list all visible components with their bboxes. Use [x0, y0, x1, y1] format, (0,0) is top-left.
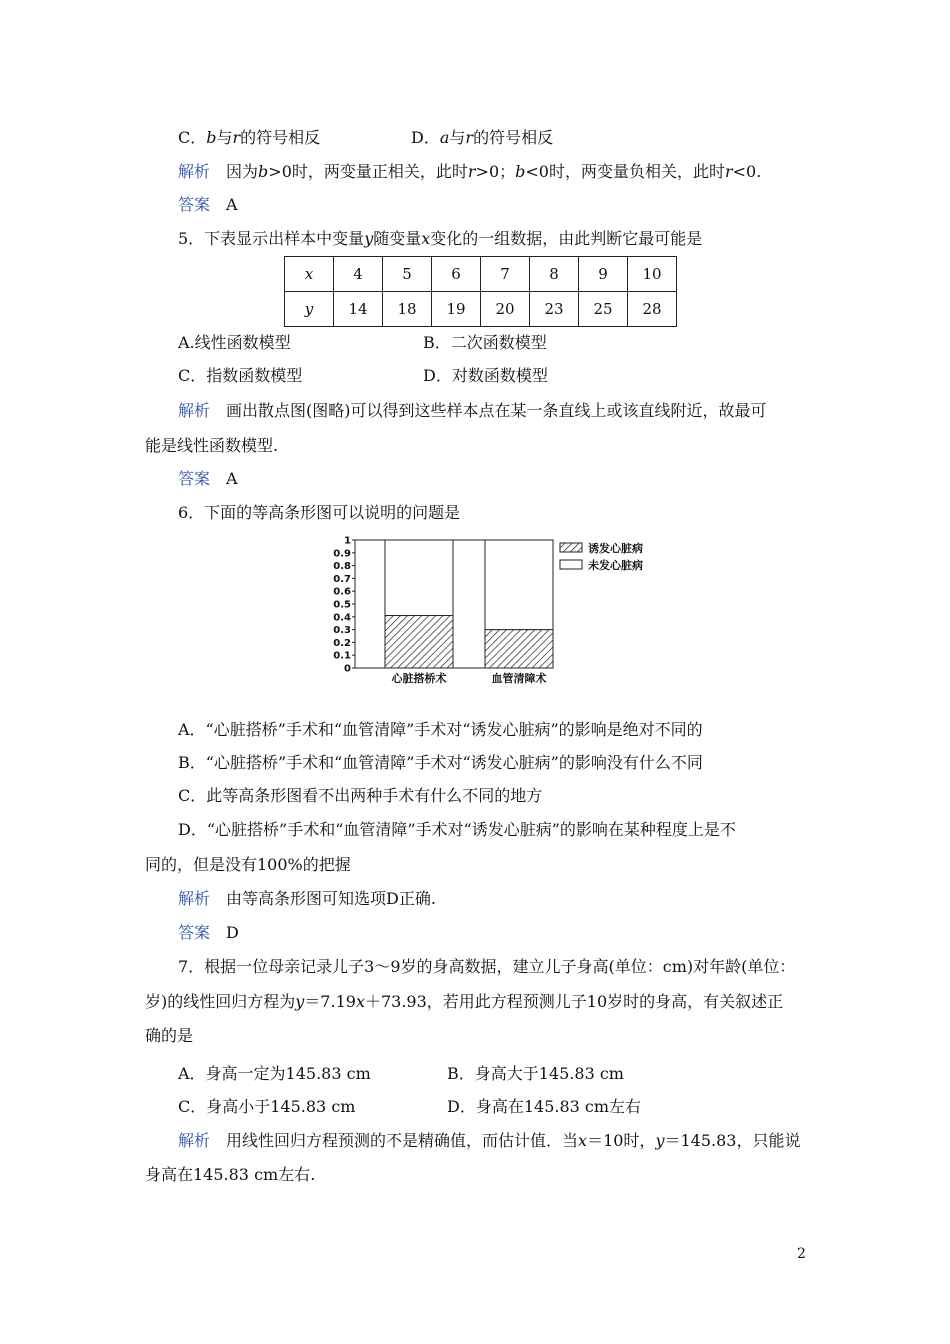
chart-svg — [330, 530, 670, 690]
legend-swatch — [560, 560, 582, 569]
q5-option-d: D．对数函数模型 — [423, 366, 548, 385]
q7-analysis-line2: 身高在145.83 cm左右. — [145, 1165, 316, 1184]
q5-analysis-line2: 能是线性函数模型. — [145, 436, 279, 455]
bar-segment — [385, 616, 453, 668]
stacked-bar-chart — [330, 530, 670, 694]
q5-data-table — [284, 256, 677, 327]
y-tick-label: 0.4 — [333, 612, 351, 624]
table-cell: 25 — [579, 292, 628, 327]
table-cell: 18 — [383, 292, 432, 327]
table-cell: 23 — [530, 292, 579, 327]
y-tick-label: 0.5 — [333, 599, 351, 611]
table-cell: 5 — [383, 257, 432, 292]
y-tick-label: 0.9 — [333, 548, 351, 560]
q7-stem-line2: 岁)的线性回归方程为y＝7.19x＋73.93，若用此方程预测儿子10岁时的身高，有关叙述正 — [145, 992, 784, 1011]
bar-segment — [485, 540, 553, 630]
table-cell: 19 — [432, 292, 481, 327]
y-tick-label: 0.1 — [333, 650, 351, 662]
x-category-label: 血管清障术 — [491, 672, 547, 685]
table-header-y: y — [285, 292, 334, 327]
q7-option-c: C．身高小于145.83 cm — [178, 1097, 356, 1116]
table-cell: 20 — [481, 292, 530, 327]
q5-option-c: C．指数函数模型 — [178, 366, 303, 385]
legend-label: 诱发心脏病 — [588, 542, 643, 555]
q6-answer: 答案 D — [178, 923, 239, 942]
q5-analysis-line1: 解析 画出散点图(图略)可以得到这些样本点在某一条直线上或该直线附近，故最可 — [178, 401, 767, 420]
q6-analysis: 解析 由等高条形图可知选项D正确. — [178, 889, 436, 908]
q6-option-d-line2: 同的，但是没有100%的把握 — [145, 855, 351, 874]
q4-analysis: 解析 因为b>0时，两变量正相关，此时r>0；b<0时，两变量负相关，此时r<0. — [178, 162, 762, 181]
table-cell: 28 — [628, 292, 677, 327]
table-cell: 7 — [481, 257, 530, 292]
y-tick-label: 0.2 — [333, 637, 351, 649]
legend-label: 未发心脏病 — [588, 559, 643, 572]
analysis-tag: 解析 — [178, 1131, 211, 1150]
q7-analysis-line1: 解析 用线性回归方程预测的不是精确值，而估计值．当x＝10时，y＝145.83，只能说 — [178, 1131, 801, 1150]
analysis-tag: 解析 — [178, 162, 211, 181]
q6-option-b: B．“心脏搭桥”手术和“血管清障”手术对“诱发心脏病”的影响没有什么不同 — [178, 753, 703, 772]
table-cell: 9 — [579, 257, 628, 292]
answer-tag: 答案 — [178, 469, 211, 488]
table-cell: 14 — [334, 292, 383, 327]
q5-option-b: B．二次函数模型 — [423, 333, 547, 352]
q4-option-c: C．b与r的符号相反 — [178, 128, 321, 147]
y-tick-label: 0.6 — [333, 586, 351, 598]
legend-swatch — [560, 543, 582, 552]
page-number: 2 — [797, 1246, 806, 1262]
table-cell: 10 — [628, 257, 677, 292]
q7-option-b: B．身高大于145.83 cm — [447, 1064, 624, 1083]
y-tick-label: 1 — [344, 535, 351, 547]
table-cell: 8 — [530, 257, 579, 292]
analysis-tag: 解析 — [178, 401, 211, 420]
q7-stem-line1: 7．根据一位母亲记录儿子3～9岁的身高数据，建立儿子身高(单位：cm)对年龄(单位： — [178, 957, 796, 976]
answer-tag: 答案 — [178, 195, 211, 214]
q7-stem-line3: 确的是 — [145, 1026, 194, 1045]
table-cell: 4 — [334, 257, 383, 292]
q6-option-c: C．此等高条形图看不出两种手术有什么不同的地方 — [178, 786, 543, 805]
table-row-y — [285, 292, 677, 327]
q4-answer: 答案 A — [178, 195, 238, 214]
analysis-tag: 解析 — [178, 889, 211, 908]
table-row-x — [285, 257, 677, 292]
q7-option-d: D．身高在145.83 cm左右 — [447, 1097, 642, 1116]
y-tick-label: 0.8 — [333, 561, 351, 573]
answer-tag: 答案 — [178, 923, 211, 942]
q5-stem: 5．下表显示出样本中变量y随变量x变化的一组数据，由此判断它最可能是 — [178, 229, 703, 248]
q7-option-a: A．身高一定为145.83 cm — [178, 1064, 371, 1083]
table-header-x: x — [285, 257, 334, 292]
bar-segment — [485, 630, 553, 668]
q5-answer: 答案 A — [178, 469, 238, 488]
y-tick-label: 0.7 — [333, 573, 351, 585]
y-tick-label: 0 — [344, 663, 351, 675]
x-category-label: 心脏搭桥术 — [391, 672, 447, 685]
q6-option-d-line1: D．“心脏搭桥”手术和“血管清障”手术对“诱发心脏病”的影响在某种程度上是不 — [178, 820, 736, 839]
y-tick-label: 0.3 — [333, 625, 351, 637]
q6-option-a: A．“心脏搭桥”手术和“血管清障”手术对“诱发心脏病”的影响是绝对不同的 — [178, 720, 703, 739]
q5-option-a: A.线性函数模型 — [178, 333, 291, 352]
bar-segment — [385, 540, 453, 616]
q4-option-d: D．a与r的符号相反 — [411, 128, 554, 147]
q6-stem: 6．下面的等高条形图可以说明的问题是 — [178, 503, 461, 522]
table-cell: 6 — [432, 257, 481, 292]
